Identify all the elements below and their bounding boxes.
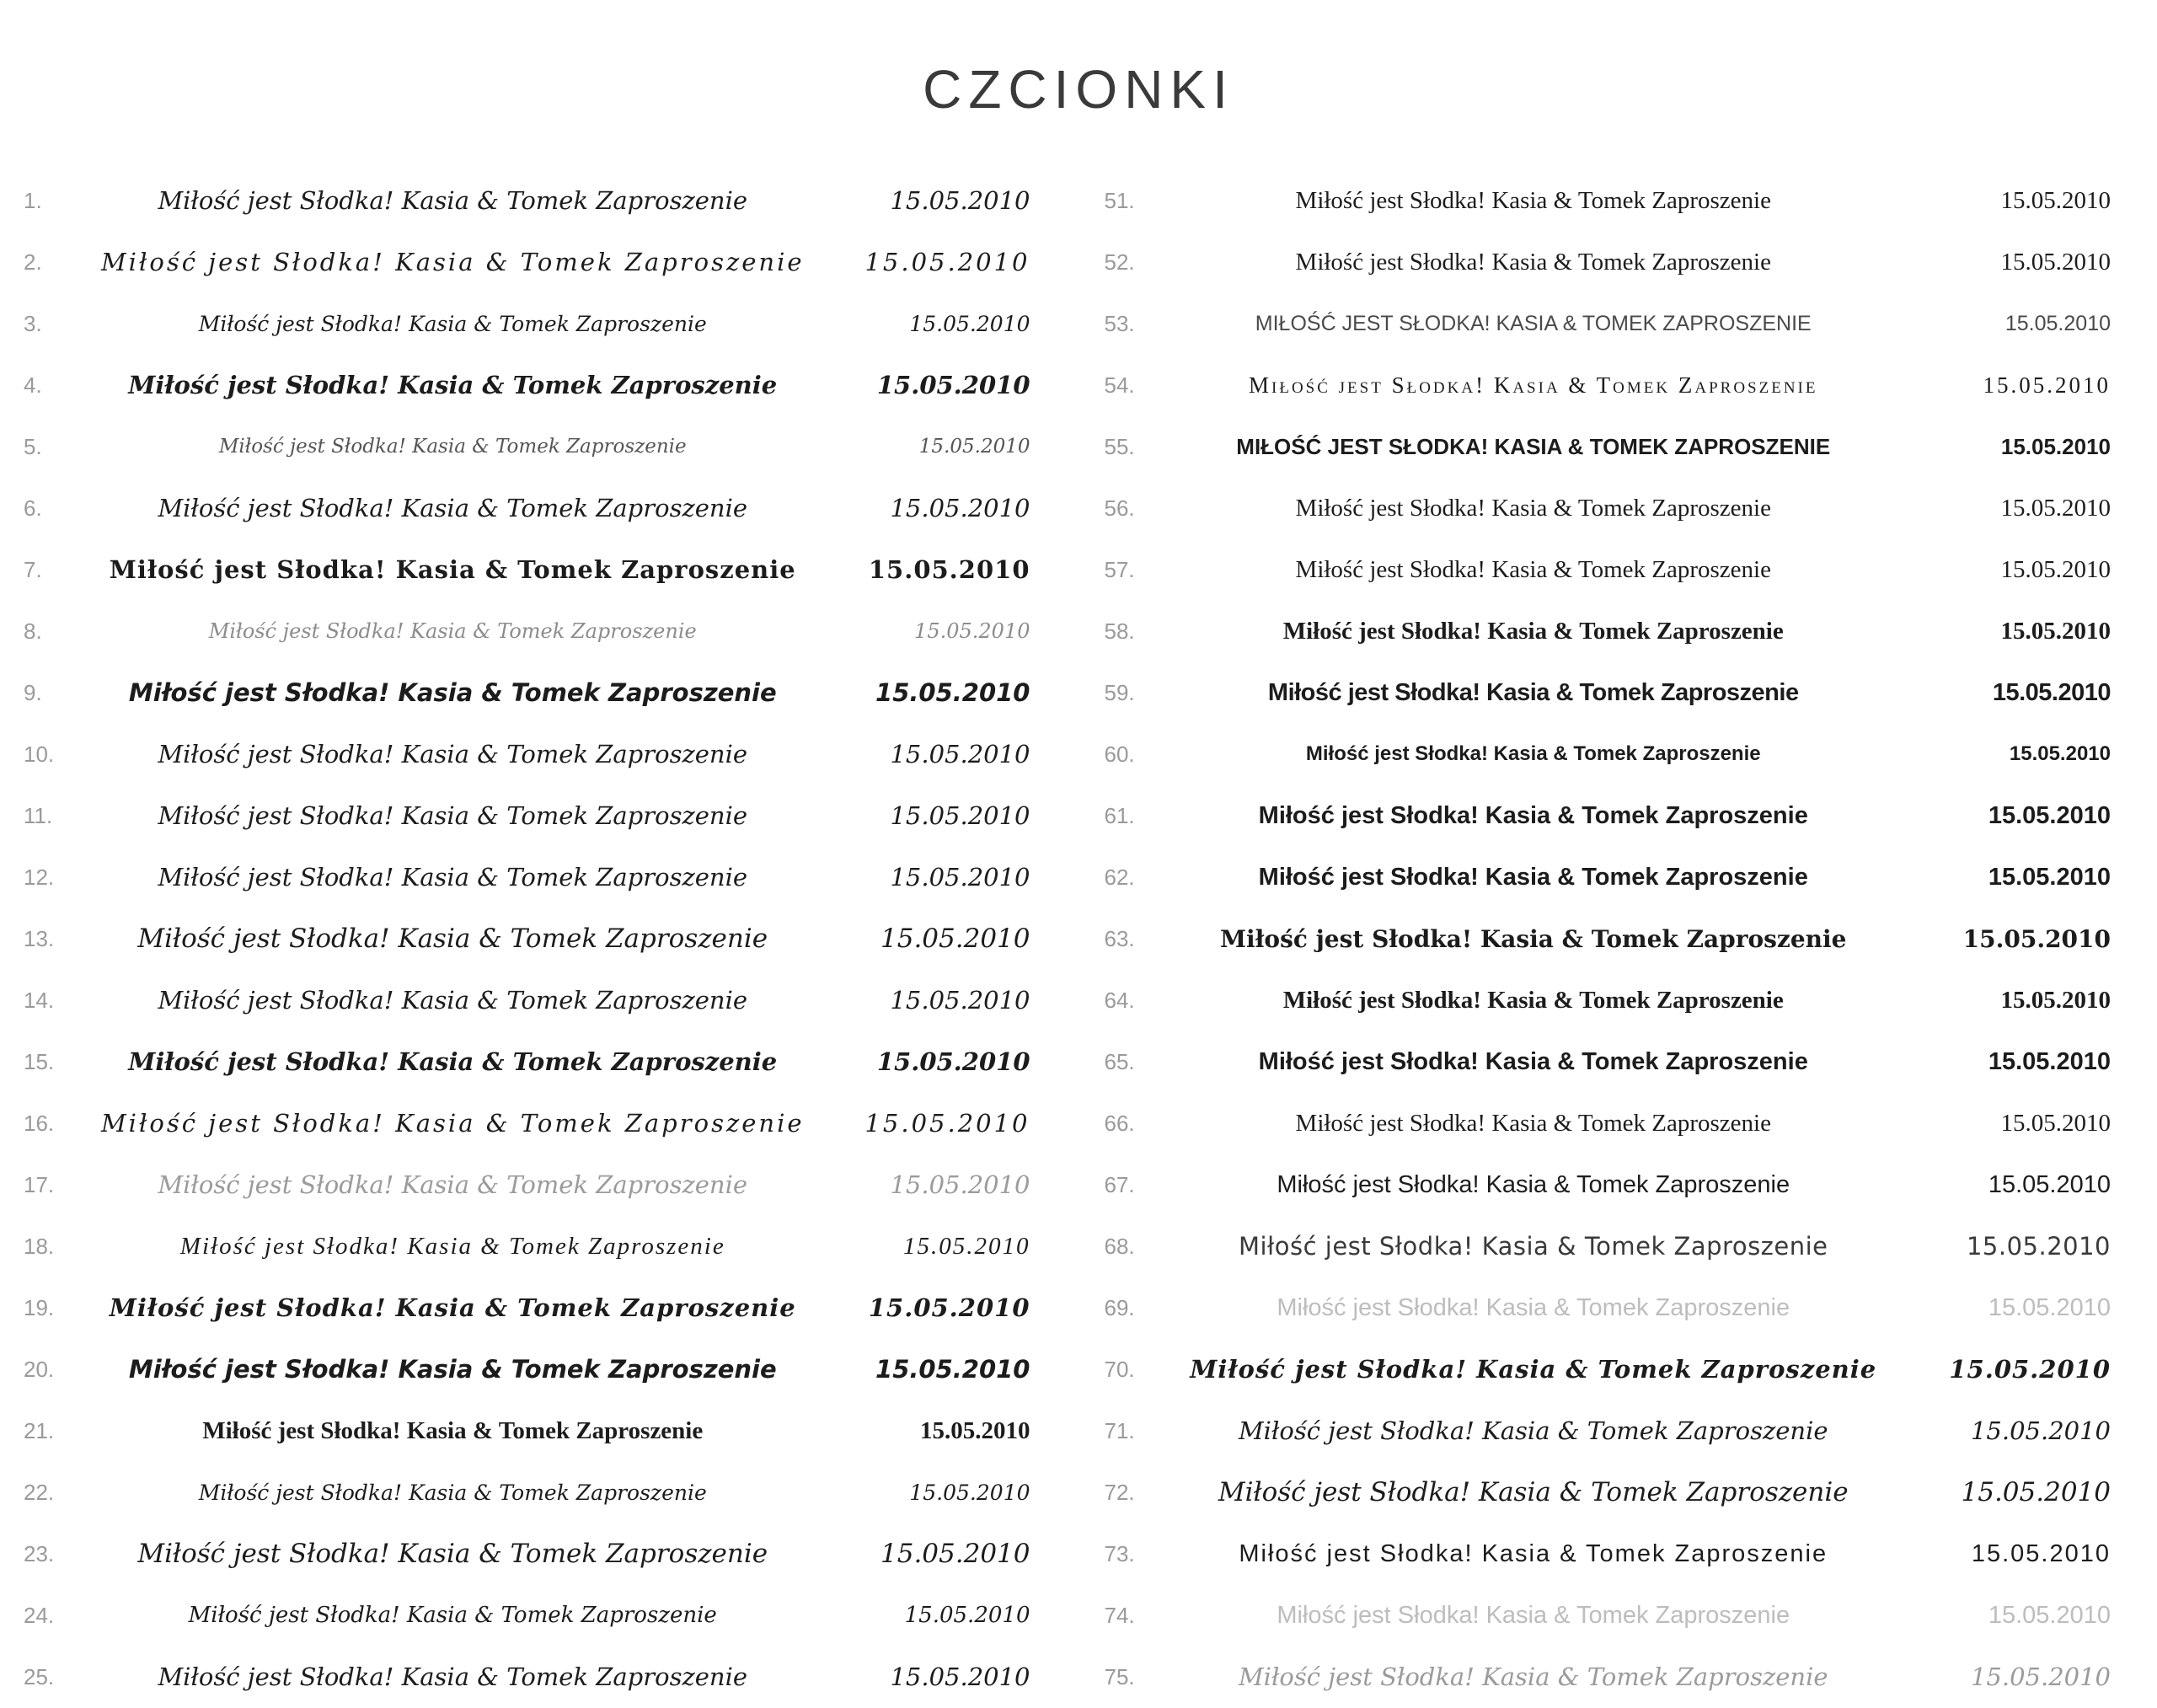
sample-text: Miłość jest Słodka! Kasia & Tomek Zaproszenie (188, 1603, 717, 1629)
font-sample-row (17, 232, 1039, 293)
sample-date: 15.05.2010 (890, 494, 1030, 523)
sample-date: 15.05.2010 (2000, 1109, 2111, 1137)
row-number: 17. (24, 1171, 55, 1197)
sample-date: 15.05.2010 (1988, 1601, 2111, 1629)
row-number: 66. (1104, 1110, 1135, 1136)
sample-date: 15.05.2010 (1971, 1539, 2111, 1567)
row-number: 54. (1104, 372, 1135, 398)
row-number: 64. (1104, 987, 1135, 1013)
font-sample-row (1098, 724, 2120, 785)
font-sample-row (17, 478, 1039, 539)
sample-text: Miłość jest Słodka! Kasia & Tomek Zaproszenie (208, 619, 697, 644)
column-right (1098, 170, 2120, 1708)
font-sample-row (1098, 1523, 2120, 1585)
sample-date: 15.05.2010 (2000, 555, 2111, 583)
font-sample-row (1098, 1277, 2120, 1339)
sample-text: Miłość jest Słodka! Kasia & Tomek Zaproszenie (1295, 555, 1771, 583)
sample-text: MIŁOŚĆ JEST SŁODKA! KASIA & TOMEK ZAPROSZENIE (1255, 311, 1812, 335)
font-sample-row (17, 1277, 1039, 1339)
sample-date: 15.05.2010 (890, 740, 1030, 769)
row-number: 15. (24, 1048, 55, 1074)
font-sample-row (17, 1523, 1039, 1585)
sample-text: Miłość jest Słodka! Kasia & Tomek Zaproszenie (158, 863, 748, 892)
row-number: 63. (1104, 925, 1135, 951)
sample-date: 15.05.2010 (1988, 863, 2111, 891)
font-sample-row (17, 416, 1039, 478)
sample-text: Miłość jest Słodka! Kasia & Tomek Zaproszenie (1258, 863, 1808, 891)
sample-date: 15.05.2010 (1966, 1232, 2111, 1261)
font-specimen-columns (0, 165, 2157, 1708)
sample-date: 15.05.2010 (909, 311, 1030, 336)
row-number: 8. (24, 618, 42, 644)
page-title: CZCIONKI (923, 58, 1234, 120)
font-sample-row (17, 724, 1039, 785)
sample-date: 15.05.2010 (1949, 1355, 2111, 1384)
row-number: 23. (24, 1540, 55, 1566)
sample-date: 15.05.2010 (880, 1539, 1030, 1570)
row-number: 58. (1104, 618, 1135, 644)
sample-text: Miłość jest Słodka! Kasia & Tomek Zaproszenie (1277, 1170, 1790, 1198)
sample-date: 15.05.2010 (864, 248, 1030, 277)
sample-text: Miłość jest Słodka! Kasia & Tomek Zaproszenie (1295, 1109, 1771, 1137)
font-sample-row (1098, 1400, 2120, 1462)
sample-text: Miłość jest Słodka! Kasia & Tomek Zaproszenie (198, 1480, 707, 1505)
sample-text: Miłość jest Słodka! Kasia & Tomek Zaproszenie (109, 555, 796, 585)
sample-text: Miłość jest Słodka! Kasia & Tomek Zaproszenie (158, 1662, 748, 1692)
sample-text: Miłość jest Słodka! Kasia & Tomek Zaproszenie (128, 371, 778, 400)
sample-date: 15.05.2010 (1983, 372, 2111, 398)
font-sample-row (1098, 970, 2120, 1031)
font-sample-row (17, 293, 1039, 355)
row-number: 75. (1104, 1663, 1135, 1689)
row-number: 56. (1104, 495, 1135, 521)
sample-date: 15.05.2010 (2000, 494, 2111, 522)
row-number: 69. (1104, 1294, 1135, 1320)
sample-text: Miłość jest Słodka! Kasia & Tomek Zaproszenie (1258, 1047, 1808, 1075)
sample-text: Miłość jest Słodka! Kasia & Tomek Zaproszenie (218, 436, 687, 458)
sample-date: 15.05.2010 (1992, 678, 2111, 706)
sample-text: Miłość jest Słodka! Kasia & Tomek Zaproszenie (1218, 1477, 1849, 1508)
sample-text: Miłość jest Słodka! Kasia & Tomek Zaproszenie (1295, 248, 1771, 276)
row-number: 4. (24, 372, 42, 398)
font-sample-row (17, 785, 1039, 847)
sample-text: Miłość jest Słodka! Kasia & Tomek Zaproszenie (1238, 1232, 1828, 1261)
sample-date: 15.05.2010 (1988, 1170, 2111, 1198)
font-sample-row (1098, 785, 2120, 847)
sample-text: Miłość jest Słodka! Kasia & Tomek Zaproszenie (1238, 1416, 1828, 1446)
font-sample-row (1098, 601, 2120, 662)
font-sample-row (17, 1216, 1039, 1277)
sample-text: Miłość jest Słodka! Kasia & Tomek Zaproszenie (158, 740, 748, 769)
sample-date: 15.05.2010 (2000, 986, 2111, 1014)
sample-date: 15.05.2010 (1961, 1477, 2111, 1508)
row-number: 1. (24, 187, 42, 213)
sample-date: 15.05.2010 (1988, 1047, 2111, 1075)
sample-date: 15.05.2010 (890, 186, 1030, 216)
row-number: 21. (24, 1417, 55, 1443)
sample-date: 15.05.2010 (875, 1355, 1030, 1384)
row-number: 10. (24, 741, 55, 767)
row-number: 24. (24, 1602, 55, 1628)
sample-date: 15.05.2010 (904, 1603, 1030, 1629)
row-number: 22. (24, 1479, 55, 1505)
row-number: 2. (24, 249, 42, 275)
sample-date: 15.05.2010 (1988, 1293, 2111, 1321)
sample-text: Miłość jest Słodka! Kasia & Tomek Zaproszenie (1282, 617, 1784, 645)
sample-text: Miłość jest Słodka! Kasia & Tomek Zaproszenie (1277, 1601, 1790, 1629)
font-sample-row (1098, 1093, 2120, 1154)
sample-date: 15.05.2010 (864, 1109, 1030, 1138)
row-number: 52. (1104, 249, 1135, 275)
sample-date: 15.05.2010 (914, 619, 1030, 644)
sample-date: 15.05.2010 (2004, 311, 2111, 335)
font-sample-row (17, 1585, 1039, 1646)
row-number: 71. (1104, 1417, 1135, 1443)
sample-text: Miłość jest Słodka! Kasia & Tomek Zaproszenie (137, 1539, 768, 1570)
sample-date: 15.05.2010 (2000, 617, 2111, 645)
sample-text: Miłość jest Słodka! Kasia & Tomek Zaproszenie (179, 1232, 725, 1260)
font-sample-row (1098, 1339, 2120, 1400)
sample-date: 15.05.2010 (890, 801, 1030, 831)
sample-text: Miłość jest Słodka! Kasia & Tomek Zaproszenie (1190, 1355, 1877, 1384)
sample-text: Miłość jest Słodka! Kasia & Tomek Zaproszenie (158, 186, 748, 216)
sample-text: Miłość jest Słodka! Kasia & Tomek Zaproszenie (128, 1355, 777, 1384)
font-sample-row (1098, 1154, 2120, 1216)
row-number: 13. (24, 925, 55, 951)
font-sample-row (1098, 293, 2120, 355)
row-number: 3. (24, 310, 42, 336)
font-sample-row (17, 1093, 1039, 1154)
sample-date: 15.05.2010 (890, 863, 1030, 892)
sample-text: MIŁOŚĆ JEST SŁODKA! KASIA & TOMEK ZAPROSZENIE (1236, 433, 1831, 459)
sample-text: Miłość jest Słodka! Kasia & Tomek Zaproszenie (1239, 1539, 1828, 1567)
row-number: 9. (24, 679, 42, 705)
font-sample-row (17, 847, 1039, 908)
sample-date: 15.05.2010 (868, 1293, 1030, 1323)
sample-date: 15.05.2010 (890, 1170, 1030, 1200)
sample-text: Miłość jest Słodka! Kasia & Tomek Zaproszenie (109, 1293, 796, 1323)
sample-text: Miłość jest Słodka! Kasia & Tomek Zaproszenie (1267, 678, 1799, 706)
font-sample-row (17, 539, 1039, 601)
sample-text: Miłość jest Słodka! Kasia & Tomek Zaproszenie (158, 494, 748, 523)
sample-text: Miłość jest Słodka! Kasia & Tomek Zaproszenie (1238, 1662, 1828, 1692)
row-number: 16. (24, 1110, 55, 1136)
row-number: 62. (1104, 864, 1135, 890)
sample-date: 15.05.2010 (2000, 433, 2111, 459)
font-sample-row (1098, 1585, 2120, 1646)
row-number: 11. (24, 802, 53, 828)
font-sample-row (1098, 170, 2120, 232)
sample-date: 15.05.2010 (918, 436, 1030, 458)
font-sample-row (1098, 539, 2120, 601)
sample-text: Miłość jest Słodka! Kasia & Tomek Zaproszenie (202, 1416, 704, 1444)
font-sample-row (17, 1462, 1039, 1523)
row-number: 73. (1104, 1540, 1135, 1566)
column-left (17, 170, 1039, 1708)
sample-text: Miłość jest Słodka! Kasia & Tomek Zaproszenie (100, 1109, 805, 1138)
row-number: 14. (24, 987, 55, 1013)
sample-date: 15.05.2010 (920, 1416, 1030, 1444)
font-sample-row (1098, 478, 2120, 539)
row-number: 18. (24, 1233, 55, 1259)
row-number: 72. (1104, 1479, 1135, 1505)
sample-text: Miłość jest Słodka! Kasia & Tomek Zaproszenie (1305, 742, 1761, 766)
sample-text: Miłość jest Słodka! Kasia & Tomek Zaproszenie (158, 1170, 748, 1200)
row-number: 12. (24, 864, 55, 890)
row-number: 25. (24, 1663, 55, 1689)
font-sample-row (1098, 1216, 2120, 1277)
sample-date: 15.05.2010 (909, 1480, 1030, 1505)
sample-date: 15.05.2010 (880, 924, 1030, 955)
sample-text: Miłość jest Słodka! Kasia & Tomek Zaproszenie (158, 986, 748, 1015)
font-sample-row (17, 355, 1039, 416)
row-number: 61. (1104, 802, 1135, 828)
sample-date: 15.05.2010 (876, 1047, 1030, 1077)
font-sample-row (17, 170, 1039, 232)
row-number: 20. (24, 1356, 55, 1382)
font-sample-row (17, 1031, 1039, 1093)
row-number: 67. (1104, 1171, 1135, 1197)
font-sample-row (17, 970, 1039, 1031)
sample-text: Miłość jest Słodka! Kasia & Tomek Zaproszenie (1277, 1293, 1790, 1321)
sample-text: Miłość jest Słodka! Kasia & Tomek Zaproszenie (100, 248, 805, 277)
row-number: 59. (1104, 679, 1135, 705)
sample-text: Miłość jest Słodka! Kasia & Tomek Zaproszenie (1249, 372, 1818, 398)
font-sample-row (17, 908, 1039, 970)
sample-text: Miłość jest Słodka! Kasia & Tomek Zaproszenie (158, 801, 748, 831)
sample-date: 15.05.2010 (1988, 801, 2111, 829)
font-sample-row (1098, 355, 2120, 416)
sample-text: Miłość jest Słodka! Kasia & Tomek Zaproszenie (128, 678, 777, 708)
font-sample-row (1098, 416, 2120, 478)
sample-date: 15.05.2010 (868, 555, 1030, 585)
sample-date: 15.05.2010 (1970, 1416, 2111, 1446)
sample-text: Miłość jest Słodka! Kasia & Tomek Zaproszenie (1258, 801, 1808, 829)
sample-date: 15.05.2010 (2000, 186, 2111, 214)
sample-date: 15.05.2010 (2000, 248, 2111, 276)
sample-text: Miłość jest Słodka! Kasia & Tomek Zaproszenie (1282, 986, 1784, 1014)
sample-date: 15.05.2010 (1970, 1662, 2111, 1692)
row-number: 55. (1104, 433, 1135, 459)
sample-text: Miłość jest Słodka! Kasia & Tomek Zaproszenie (1295, 186, 1771, 214)
font-sample-row (1098, 1646, 2120, 1708)
row-number: 6. (24, 495, 42, 521)
row-number: 5. (24, 433, 42, 459)
row-number: 19. (24, 1294, 55, 1320)
row-number: 68. (1104, 1233, 1135, 1259)
font-sample-row (1098, 1462, 2120, 1523)
sample-date: 15.05.2010 (876, 371, 1030, 400)
font-sample-row (1098, 847, 2120, 908)
sample-text: Miłość jest Słodka! Kasia & Tomek Zaproszenie (137, 924, 768, 955)
font-sample-row (17, 601, 1039, 662)
font-sample-row (1098, 232, 2120, 293)
font-sample-row (1098, 908, 2120, 970)
sample-date: 15.05.2010 (890, 986, 1030, 1015)
row-number: 65. (1104, 1048, 1135, 1074)
row-number: 70. (1104, 1356, 1135, 1382)
font-sample-row (17, 662, 1039, 724)
sample-date: 15.05.2010 (1962, 924, 2111, 953)
sample-text: Miłość jest Słodka! Kasia & Tomek Zaproszenie (1220, 924, 1847, 953)
sample-date: 15.05.2010 (890, 1662, 1030, 1692)
sample-date: 15.05.2010 (2009, 742, 2111, 766)
row-number: 51. (1104, 187, 1135, 213)
font-sample-row (1098, 662, 2120, 724)
sample-text: Miłość jest Słodka! Kasia & Tomek Zaproszenie (1295, 494, 1771, 522)
sample-text: Miłość jest Słodka! Kasia & Tomek Zaproszenie (198, 311, 707, 336)
font-sample-row (17, 1646, 1039, 1708)
font-sample-row (1098, 1031, 2120, 1093)
row-number: 7. (24, 556, 42, 582)
row-number: 57. (1104, 556, 1135, 582)
row-number: 74. (1104, 1602, 1135, 1628)
sample-date: 15.05.2010 (875, 678, 1030, 708)
font-sample-row (17, 1154, 1039, 1216)
sample-date: 15.05.2010 (903, 1232, 1030, 1260)
font-sample-row (17, 1400, 1039, 1462)
row-number: 60. (1104, 741, 1135, 767)
sample-text: Miłość jest Słodka! Kasia & Tomek Zaproszenie (128, 1047, 778, 1077)
row-number: 53. (1104, 310, 1135, 336)
font-sample-row (17, 1339, 1039, 1400)
